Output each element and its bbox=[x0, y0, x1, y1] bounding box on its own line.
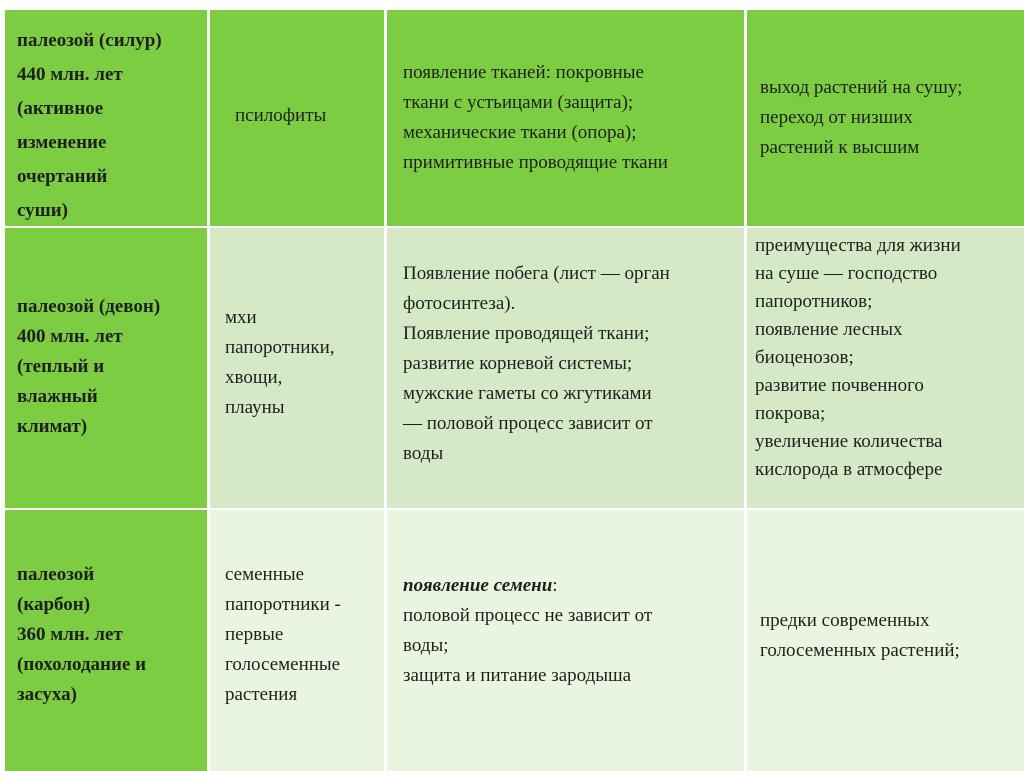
significance-cell bbox=[747, 228, 1024, 508]
features-text: Появление побега (лист — орган фотосинтеза). Появление проводящей ткани; развитие корневой системы; мужские гаметы со жгутиками — половой процесс зависит от воды bbox=[403, 263, 670, 464]
significance-text: выход растений на сушу; переход от низших растений к высшим bbox=[760, 77, 963, 158]
plants-text: псилофиты bbox=[235, 105, 327, 126]
features-heading bbox=[403, 571, 558, 601]
era-cell bbox=[5, 510, 207, 771]
era-text: палеозой (девон) 400 млн. лет (теплый и влажный климат) bbox=[17, 296, 161, 437]
era-cell bbox=[5, 10, 207, 226]
plants-text: мхи папоротники, хвощи, плауны bbox=[225, 307, 335, 418]
significance-text: преимущества для жизни на суше — господство папоротников; появление лесных биоценозов; развитие почвенного покрова; увеличение количества кислорода в атмосфере bbox=[755, 235, 961, 480]
plants-cell bbox=[210, 228, 384, 508]
features-cell bbox=[387, 510, 744, 771]
features-text: половой процесс не зависит от воды; защита и питание зародыша bbox=[403, 605, 653, 686]
evolution-table bbox=[5, 10, 1018, 767]
era-text: палеозой (карбон) 360 млн. лет (похолодание и засуха) bbox=[17, 564, 147, 705]
features-cell bbox=[387, 228, 744, 508]
features-cell bbox=[387, 10, 744, 226]
features-emphasis: появление семени bbox=[403, 575, 553, 596]
significance-cell bbox=[747, 10, 1024, 226]
features-text: появление тканей: покровные ткани с устьицами (защита); механические ткани (опора); примитивные проводящие ткани bbox=[403, 62, 668, 173]
era-text: палеозой (силур) 440 млн. лет (активное изменение очертаний суши) bbox=[17, 30, 162, 221]
significance-cell bbox=[747, 510, 1024, 771]
plants-cell bbox=[210, 10, 384, 226]
plants-text: семенные папоротники - первые голосеменные растения bbox=[225, 564, 341, 705]
features-colon: : bbox=[552, 575, 558, 596]
plants-cell bbox=[210, 510, 384, 771]
era-cell bbox=[5, 228, 207, 508]
significance-text: предки современных голосеменных растений; bbox=[760, 610, 960, 661]
